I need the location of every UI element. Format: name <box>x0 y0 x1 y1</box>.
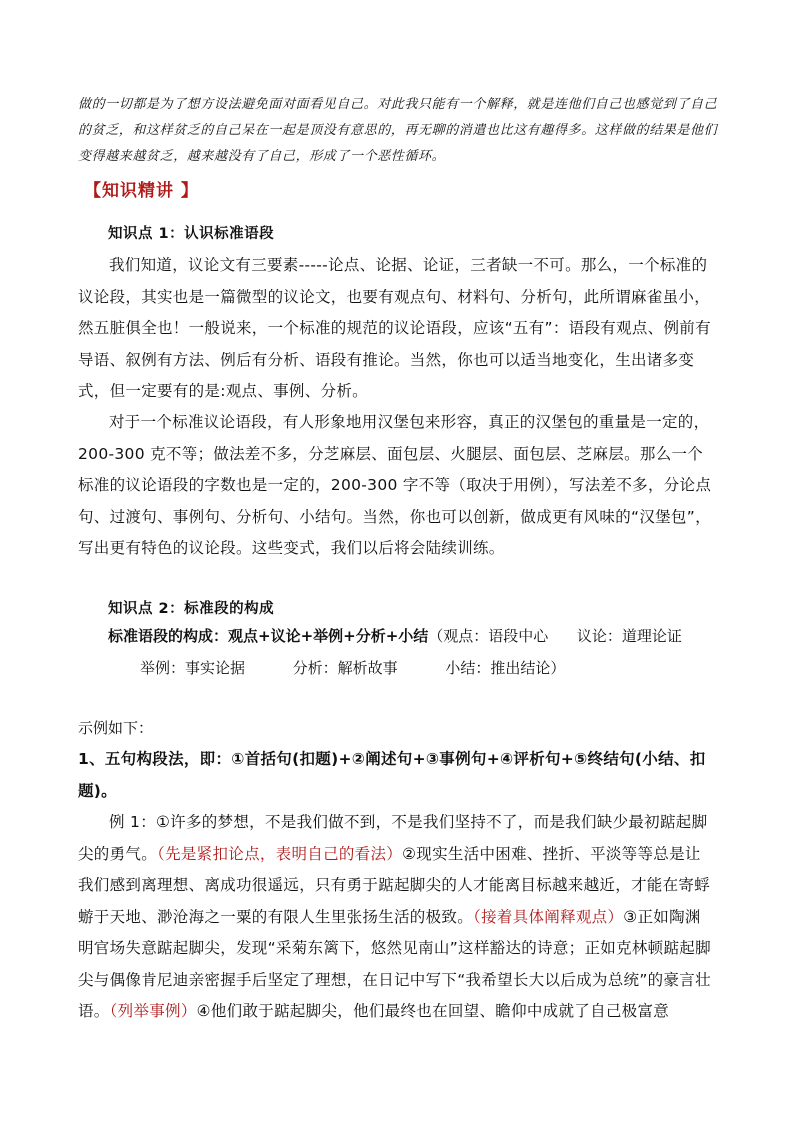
kp2-heading: 知识点 2：标准段的构成 <box>108 601 275 617</box>
example-intro: 示例如下： <box>78 719 154 737</box>
example-1-note-3: （列举事例） <box>109 1002 197 1020</box>
example-1-sentence-3: ③正如陶渊明官场失意踮起脚尖，发现“采菊东篱下，悠然见南山”这样豁达的诗意；正如克林顿踮起脚尖与偶像肯尼迪亲密握手后坚定了理想，在日记中写下“我希望长大以后成为总统”的豪言壮语。 <box>78 907 711 1020</box>
example-1-sentence-2: ②现实生活中困难、挫折、平淡等等总是让我们感到离理想、离成功很遥远，只有勇于踮起脚尖的人才能离目标越来越近，才能在寄蜉蝣于天地、渺沧海之一粟的有限人生里张扬生活的极致。 <box>78 844 711 926</box>
example-1-sentence-4: ④他们敢于踮起脚尖，他们最终也在回望、瞻仰中成就了自己极富意 <box>196 1002 670 1020</box>
kp1-heading: 知识点 1：认识标准语段 <box>108 226 275 242</box>
kp1-paragraph-2: 对于一个标准议论语段，有人形象地用汉堡包来形容，真正的汉堡包的重量是一定的，200-300 克不等；做法差不多，分芝麻层、面包层、火腿层、面包层、芝麻层。那么一个标准的议论语段的字数也是一定的，200-300 字不等（取决于用例），写法差不多，分论点句、过渡句、事例句、分析句、小结句。当然，你也可以创新，做成更有风味的“汉堡包”，写出更有特色的议论段。这些变式，我们以后将会陆续训练。 <box>78 413 712 557</box>
example-1-note-2: （接着具体阐释观点） <box>473 907 624 926</box>
example-1-sentence-1: 例 1：①许多的梦想，不是我们做不到，不是我们坚持不了，而是我们缺少最初踮起脚尖的勇气。 <box>78 813 708 863</box>
kp1-paragraph-1: 我们知道，议论文有三要素-----论点、论据、论证，三者缺一不可。那么，一个标准的议论段，其实也是一篇微型的议论文，也要有观点句、材料句、分析句，此所谓麻雀虽小，然五脏俱全也！一般说来，一个标准的规范的议论语段，应该“五有”：语段有观点、例前有导语、叙例有方法、例后有分析、语段有推论。当然，你也可以适当地变化，生出诸多变式，但一定要有的是:观点、事例、分析。 <box>78 256 711 400</box>
method-1: 1、五句构段法，即：①首括句(扣题)+②阐述句+③事例句+④评析句+⑤终结句(小结、扣题)。 <box>78 750 706 800</box>
intro-paragraph: 做的一切都是为了想方设法避免面对面看见自己。对此我只能有一个解释，就是连他们自己也感觉到了自己的贫乏，和这样贫乏的自己呆在一起是顶没有意思的，再无聊的消遣也比这有趣得多。这样做的结果是他们变得越来越贫乏，越来越没有了自己，形成了一个恶性循环。 <box>78 97 718 164</box>
kp2-structure-formula: 标准语段的构成：观点+议论+举例+分析+小结 <box>108 627 429 645</box>
example-1 <box>78 807 716 1028</box>
example-1-note-1: （先是紧扣论点，表明自己的看法） <box>157 844 403 863</box>
kp2-structure-notes: （观点：语段中心 议论：道理论证 <box>428 627 682 645</box>
kp2-structure-line-1 <box>108 625 682 646</box>
kp2-structure-line-2: 举例：事实论据 分析：解析故事 小结：推出结论） <box>140 659 566 677</box>
section-title: 【知识精讲 】 <box>84 181 199 201</box>
